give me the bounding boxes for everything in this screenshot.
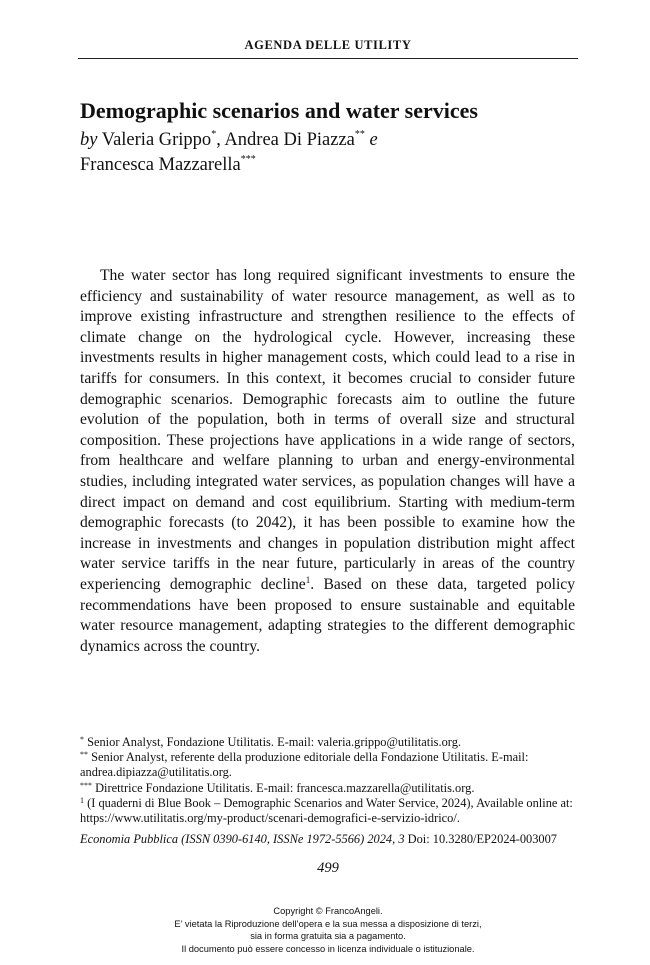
footnote-text: (I quaderni di Blue Book – Demographic Scenarios and Water Service, 2024), Available online at: https://www.utilitatis.org/my-product/scenari-demografici-e-servizio-idrico/. — [80, 795, 573, 826]
copyright-line: sia in forma gratuita sia a pagamento. — [250, 931, 406, 942]
footnotes — [80, 735, 575, 826]
footnote — [80, 735, 575, 750]
footnote-mark: * — [211, 129, 217, 140]
footnote-mark: *** — [80, 780, 92, 790]
running-header: AGENDA DELLE UTILITY — [244, 38, 412, 52]
author-name: Andrea Di Piazza — [224, 130, 355, 150]
journal-citation — [80, 832, 575, 847]
footnote-mark: *** — [240, 154, 256, 165]
footnote-mark: ** — [80, 750, 88, 760]
footnote — [80, 796, 575, 826]
page-number: 499 — [317, 860, 339, 876]
copyright-line: Copyright © FrancoAngeli. — [273, 906, 383, 916]
journal-name: Economia Pubblica (ISSN 0390-6140, ISSNe 1972-5566) 2024, 3 — [80, 832, 405, 846]
copyright-line: E’ vietata la Riproduzione dell’opera e la sua messa a disposizione di terzi, — [174, 918, 482, 929]
footnote — [80, 781, 575, 796]
abstract-text: The water sector has long required significant investments to ensure the efficiency and sustainability of water resource management, as well as to improve existing infrastructure and strengthen resilience to the effects of climate change on the hydrological cycle. However, increasing these investments results in higher management costs, which could lead to a rise in tariffs for consumers. In this context, it becomes crucial to consider future demographic scenarios. Demographic forecasts aim to outline the future evolution of the population, both in terms of overall size and structural composition. These projections have applications in a wide range of sectors, from healthcare and welfare planning to urban and energy-environmental studies, including integrated water services, as population changes will have a direct impact on demand and cost equilibrium. Starting with medium-term demographic forecasts (to 2042), it has been possible to examine how the increase in investments and changes in population distribution might affect water service tariffs in the near future, particularly in areas of the country experiencing demographic decline — [80, 267, 575, 593]
doi: Doi: 10.3280/EP2024-003007 — [404, 832, 558, 846]
footnote-mark: 1 — [80, 795, 84, 805]
by-word: by — [80, 130, 98, 150]
footnote-ref: 1 — [305, 574, 311, 585]
author-line — [80, 128, 580, 178]
header-divider — [78, 58, 578, 59]
author-separator: , — [216, 130, 225, 150]
footnote-mark: * — [80, 735, 84, 744]
copyright-line: Il documento può essere concesso in licenza individuale o istituzionale. — [181, 943, 475, 954]
article-title: Demographic scenarios and water services — [80, 98, 478, 123]
footnote-text: Senior Analyst, Fondazione Utilitatis. E-mail: valeria.grippo@utilitatis.org. — [84, 735, 461, 749]
abstract-text: . Based on these data, targeted policy recommendations have been proposed to ensure sustainable and equitable water resource management, adapting strategies to the different demographic dynamics across the country. — [80, 575, 575, 655]
author-name: Valeria Grippo — [101, 130, 212, 150]
conjunction: e — [369, 130, 378, 150]
footnote — [80, 750, 575, 780]
footnote-mark: ** — [354, 129, 365, 140]
footnote-text: Senior Analyst, referente della produzione editoriale della Fondazione Utilitatis. E-mail: andrea.dipiazza@utilitatis.org. — [80, 750, 529, 780]
copyright-notice — [78, 905, 578, 955]
author-name: Francesca Mazzarella — [80, 155, 241, 175]
abstract-paragraph — [80, 266, 575, 657]
footnote-text: Direttrice Fondazione Utilitatis. E-mail: francesca.mazzarella@utilitatis.org. — [92, 780, 475, 795]
